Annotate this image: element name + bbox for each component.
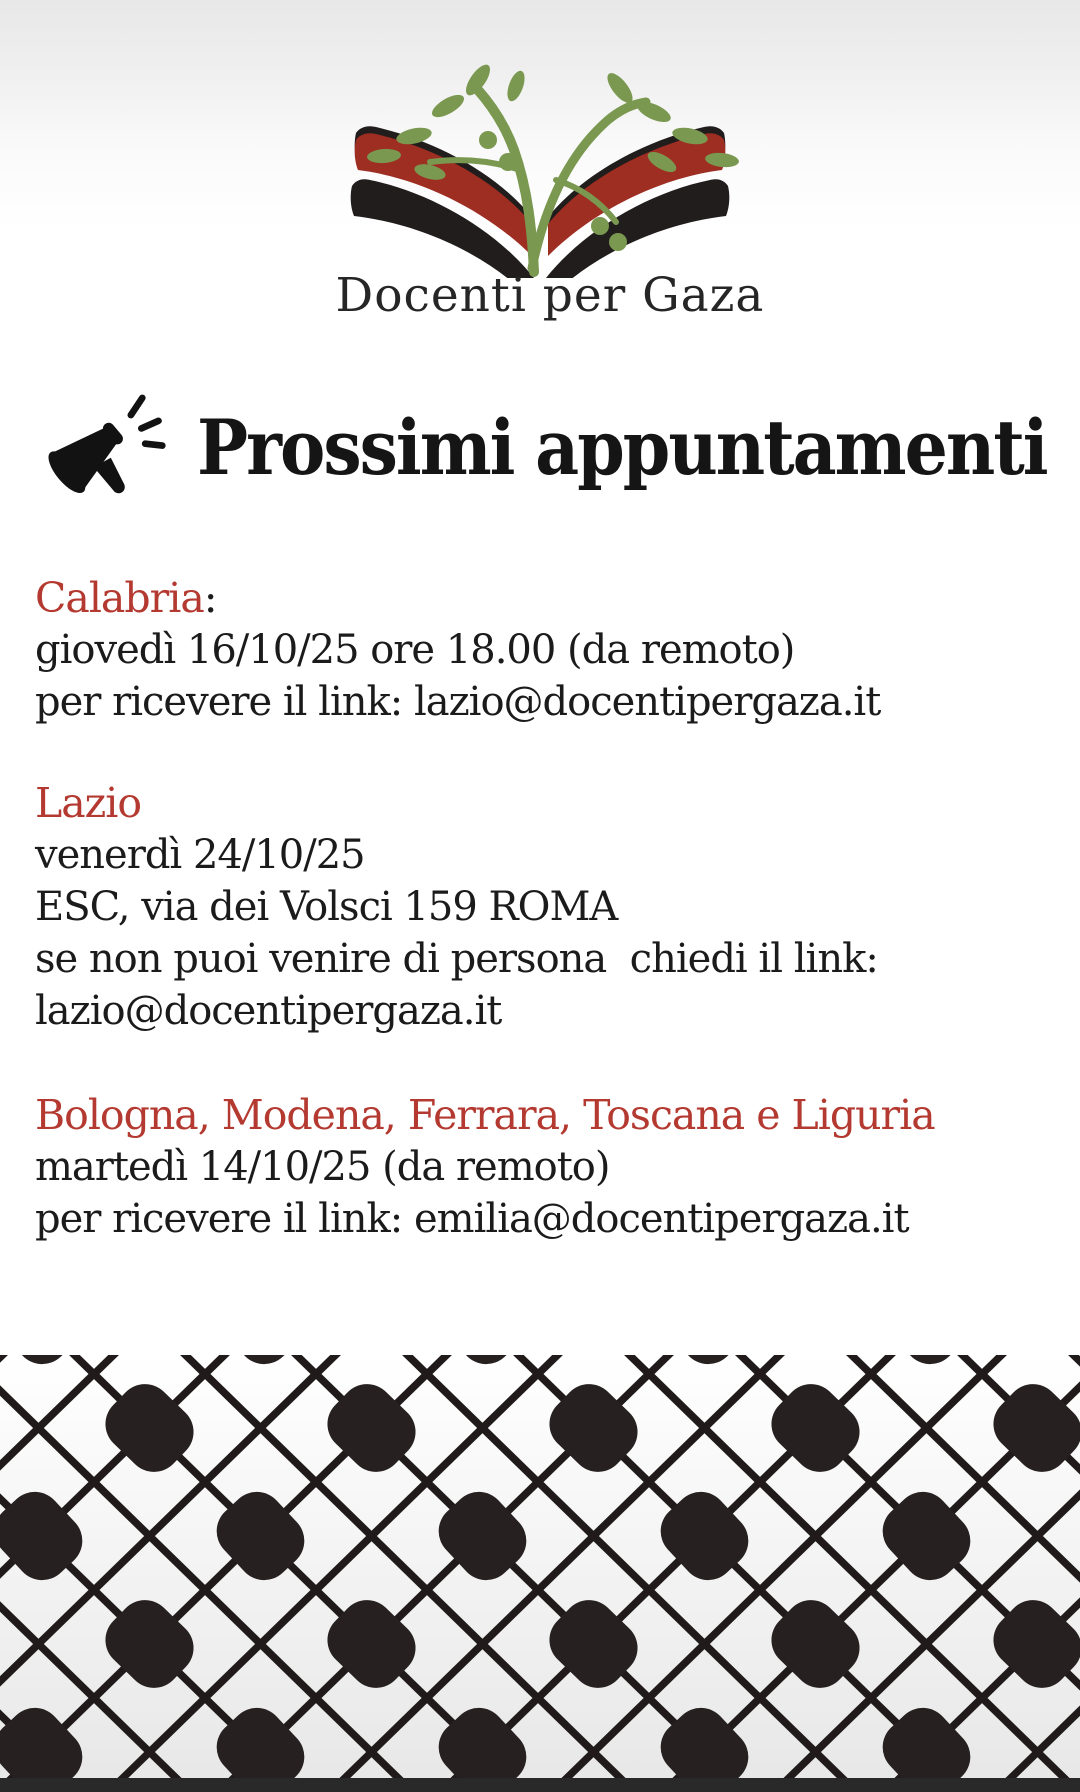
event-line: ESC, via dei Volsci 159 ROMA: [35, 884, 618, 930]
docenti-per-gaza-logo: [310, 20, 770, 278]
section-heading-text: Calabria: [35, 574, 204, 622]
section-heading-text: Lazio: [35, 779, 142, 827]
title-row: [45, 378, 1047, 518]
section-heading: [35, 1089, 1070, 1141]
section-heading-text: Bologna, Modena, Ferrara, Toscana e Liguria: [35, 1091, 935, 1139]
section-calabria: [35, 572, 1070, 728]
section-heading-suffix: :: [203, 574, 217, 622]
event-line: martedì 14/10/25 (da remoto): [35, 1144, 610, 1190]
event-line: venerdì 24/10/25: [35, 832, 365, 878]
keffiyeh-pattern: [0, 1355, 1080, 1792]
section-heading: [35, 572, 1070, 624]
event-line: se non puoi venire di persona chiedi il link:: [35, 936, 878, 982]
section-heading: [35, 777, 1070, 829]
event-line: giovedì 16/10/25 ore 18.00 (da remoto): [35, 627, 795, 673]
page-title: Prossimi appuntamenti: [197, 403, 1047, 493]
logo-caption: Docenti per Gaza: [335, 268, 765, 323]
bottom-bar: [0, 1778, 1080, 1792]
event-line: lazio@docentipergaza.it: [35, 988, 502, 1034]
event-line: per ricevere il link: lazio@docentipergaza.it: [35, 679, 881, 725]
event-line: per ricevere il link: emilia@docentipergaza.it: [35, 1196, 909, 1242]
section-bologna-modena-ferrara-toscana-liguria: [35, 1089, 1070, 1245]
section-lazio: [35, 777, 1070, 1037]
megaphone-icon: [45, 388, 169, 508]
